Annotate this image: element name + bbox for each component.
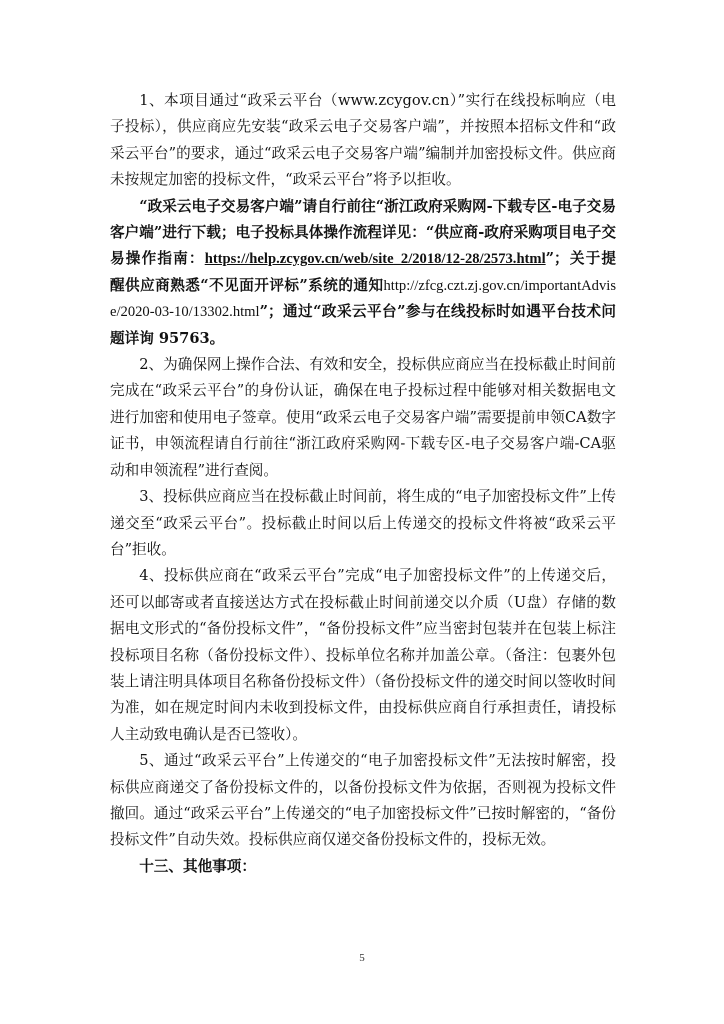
paragraph-1: 1、本项目通过“政采云平台（www.zcygov.cn）”实行在线投标响应（电子投标），供应商应先安装“政采云电子交易客户端”，并按照本招标文件和“政采云平台”的要求，通过“政采云电子交易客户端”编制并加密投标文件。供应商未按规定加密的投标文件，“政采云平台”将予以拒收。: [110, 92, 616, 189]
support-hotline-text: ”；通过“政采云平台”参与在线投标时如遇平台技术问题详询 95763。: [110, 303, 616, 347]
section-heading-13: 十三、其他事项：: [139, 857, 256, 875]
paragraph-5: 5、通过“政采云平台”上传递交的“电子加密投标文件”无法按时解密，投标供应商递交了备份投标文件的，以备份投标文件为依据，否则视为投标文件撤回。通过“政采云平台”上传递交的“电子加密投标文件”已按时解密的，“备份投标文件”自动失效。投标供应商仅递交备份投标文件的，投标无效。: [110, 752, 616, 849]
paragraph-4: 4、投标供应商在“政采云平台”完成“电子加密投标文件”的上传递交后，还可以邮寄或者直接送达方式在投标截止时间前递交以介质（U盘）存储的数据电文形式的“备份投标文件”，“备份投标文件”应当密封包装并在包装上标注投标项目名称（备份投标文件）、投标单位名称并加盖公章。（备注：包裹外包装上请注明具体项目名称备份投标文件）（备份投标文件的递交时间以签收时间为准，如在规定时间内未收到投标文件，由投标供应商自行承担责任，请投标人主动致电确认是否已签收）。: [110, 567, 616, 743]
paragraph-2: 2、为确保网上操作合法、有效和安全，投标供应商应当在投标截止时间前完成在“政采云平台”的身份认证，确保在电子投标过程中能够对相关数据电文进行加密和使用电子签章。使用“政采云电子交易客户端”需要提前申领CA数字证书，申领流程请自行前往“浙江政府采购网-下载专区-电子交易客户端-CA驱动和申领流程”进行查阅。: [110, 356, 616, 479]
notice-text: ”；关于提醒供应商熟悉“不见面开评标”系统的通知: [110, 250, 616, 294]
paragraph-3: 3、投标供应商应当在投标截止时间前，将生成的“电子加密投标文件”上传递交至“政采云平台”。投标截止时间以后上传递交的投标文件将被“政采云平台”拒收。: [110, 488, 616, 558]
important-advise-link[interactable]: http://zfcg.czt.zj.gov.cn/importantAdvise/2020-03-10/13302.html: [110, 277, 616, 321]
document-body: [110, 88, 616, 880]
help-guide-link[interactable]: https://help.zcygov.cn/web/site_2/2018/12-28/2573.html: [204, 251, 546, 268]
page-number: 5: [359, 952, 365, 964]
client-download-text: “政采云电子交易客户端”请自行前往“浙江政府采购网-下载专区-电子交易客户端”进行下载；电子投标具体操作流程详见：“供应商-政府采购项目电子交易操作指南：: [110, 197, 616, 268]
paragraph-client-download: [110, 194, 616, 352]
